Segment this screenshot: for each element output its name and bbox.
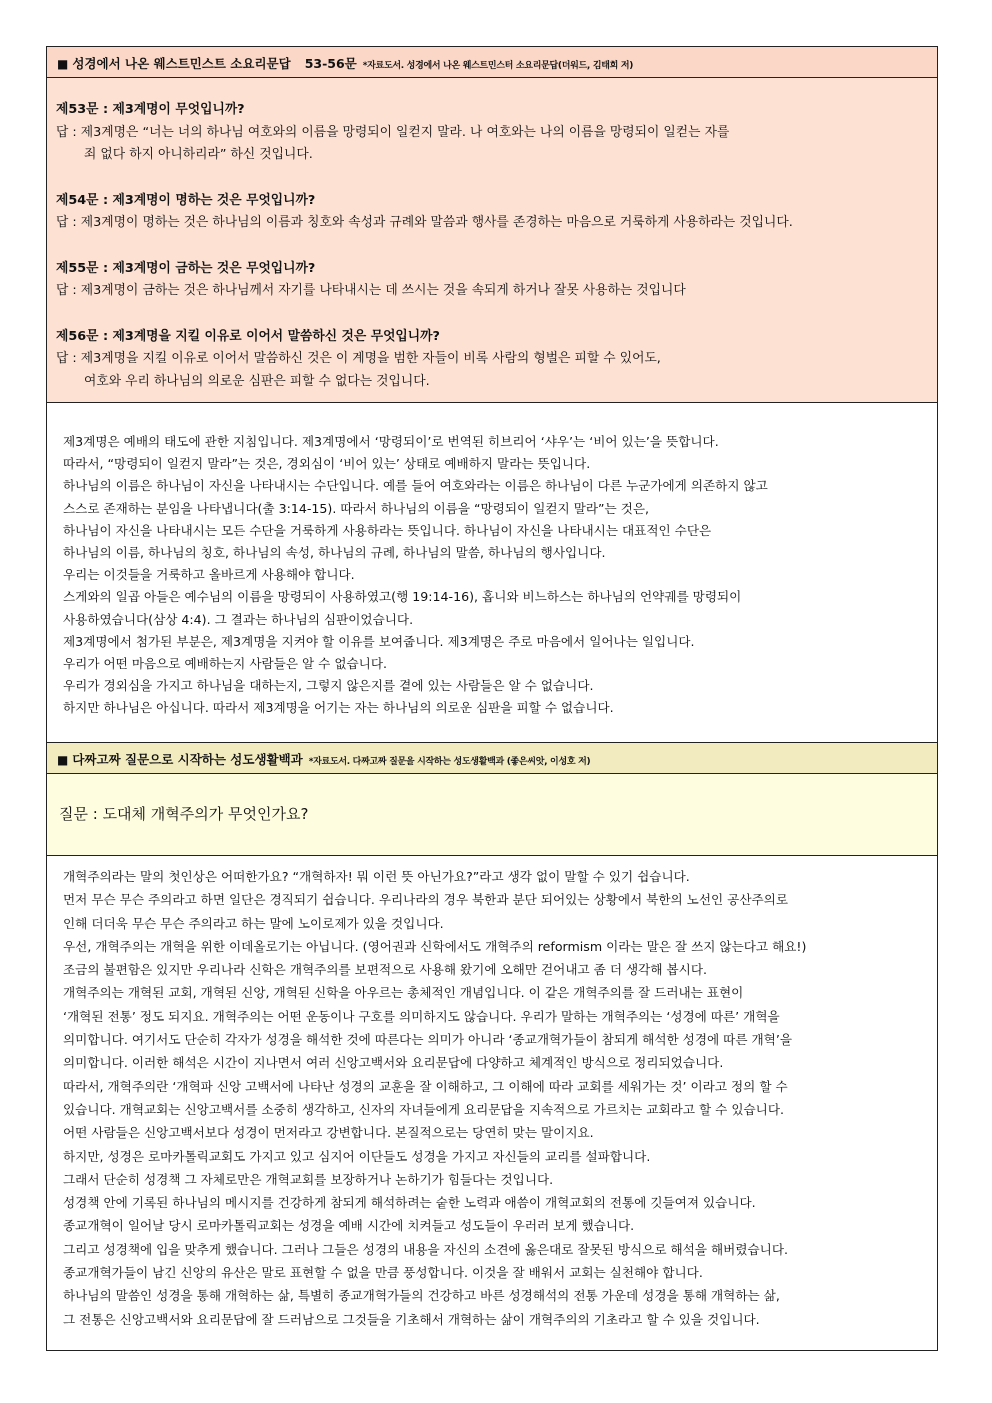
explanation-line: 그래서 단순히 성경책 그 자체로만은 개혁교회를 보장하거나 논하기가 힘들다는 것입니다. xyxy=(63,1171,554,1187)
qa-list xyxy=(56,99,927,416)
bulletin-page xyxy=(46,46,938,1351)
explanation-line: 하나님의 이름은 하나님이 자신을 나타내시는 수단입니다. 예를 들어 여호와라는 이름은 하나님이 다른 누군가에게 의존하지 않고 xyxy=(63,478,768,494)
explanation-line: 개혁주의는 개혁된 교회, 개혁된 신앙, 개혁된 신학을 아우르는 총체적인 개념입니다. 이 같은 개혁주의를 잘 드러내는 표현이 xyxy=(63,985,744,1001)
explanation-line: 하지만, 성경은 로마카톨릭교회도 가지고 있고 심지어 이단들도 성경을 가지고 자신들의 교리를 설파합니다. xyxy=(63,1148,651,1164)
explanation-line: 개혁주의라는 말의 첫인상은 어떠한가요? “개혁하자! 뭐 이런 뜻 아닌가요?”라고 생각 없이 말할 수 있기 쉽습니다. xyxy=(63,869,690,884)
question-56: 제56문 : 제3계명을 지킬 이유로 이어서 말씀하신 것은 무엇입니까? xyxy=(56,328,440,344)
explanation-line: 성경책 안에 기록된 하나님의 메시지를 건강하게 참되게 해석하려는 숱한 노력과 애씀이 개혁교회의 전통에 깃들여져 있습니다. xyxy=(63,1195,756,1211)
encyclopedia-title: 다짜고짜 질문으로 시작하는 성도생활백과 xyxy=(72,752,303,767)
explanation-line: 의미합니다. 이러한 해석은 시간이 지나면서 여러 신앙고백서와 요리문답에 다양하고 체계적인 방식으로 정리되었습니다. xyxy=(63,1055,724,1071)
answer-53-line-2: 죄 없다 하지 아니하리라” 하신 것입니다. xyxy=(84,147,313,162)
catechism-source: *자료도서. 성경에서 나온 웨스트민스터 소요리문답(더워드, 김태희 저) xyxy=(362,61,634,71)
explanation-line: 인해 더더욱 무슨 무슨 주의라고 하는 말에 노이로제가 있을 것입니다. xyxy=(63,915,444,931)
explanation-line: 제3계명에서 첨가된 부분은, 제3계명을 지켜야 할 이유를 보여줍니다. 제3계명은 주로 마음에서 일어나는 일입니다. xyxy=(63,633,695,649)
explanation-line: 하지만 하나님은 아십니다. 따라서 제3계명을 어기는 자는 하나님의 의로운 심판을 피할 수 없습니다. xyxy=(63,700,614,716)
explanation-line: 조금의 불편함은 있지만 우리나라 신학은 개혁주의를 보편적으로 사용해 왔기에 오해만 걷어내고 좀 더 생각해 봅시다. xyxy=(63,962,707,978)
explanation-line: 종교개혁가들이 남긴 신앙의 유산은 말로 표현할 수 없을 만큼 풍성합니다. 이것을 잘 배워서 교회는 실천해야 합니다. xyxy=(63,1265,703,1281)
catechism-title: 성경에서 나온 웨스트민스트 소요리문답 xyxy=(72,56,291,71)
encyclopedia-source: *자료도서. 다짜고짜 질문을 시작하는 성도생활백과 (좋은씨앗, 이성호 저) xyxy=(308,757,591,767)
explanation-line: 의미합니다. 여기서도 단순히 각자가 성경을 해석한 것에 따른다는 의미가 아니라 ‘종교개혁가들이 참되게 해석한 성경에 따른 개혁’을 xyxy=(63,1032,792,1048)
explanation-line: 그리고 성경책에 입을 맞추게 했습니다. 그러나 그들은 성경의 내용을 자신의 소견에 옳은대로 잘못된 방식으로 해석을 해버렸습니다. xyxy=(63,1241,788,1257)
qa-item-55 xyxy=(56,258,927,303)
encyclopedia-header-text xyxy=(57,750,590,768)
explanation-line: 우선, 개혁주의는 개혁을 위한 이데올로기는 아닙니다. (영어권과 신학에서도 개혁주의 reformism 이라는 말은 잘 쓰지 않는다고 해요!) xyxy=(63,938,807,954)
explanation-line: 먼저 무슨 무슨 주의라고 하면 일단은 경직되기 쉽습니다. 우리나라의 경우 북한과 분단 되어있는 상황에서 북한의 노선인 공산주의로 xyxy=(63,892,788,908)
explanation-line: 어떤 사람들은 신앙고백서보다 성경이 먼저라고 강변합니다. 본질적으로는 당연히 맞는 말이지요. xyxy=(63,1125,594,1141)
catechism-header xyxy=(47,47,937,78)
explanation-line: 우리가 어떤 마음으로 예배하는지 사람들은 알 수 없습니다. xyxy=(63,656,387,672)
explanation-line: 그 전통은 신앙고백서와 요리문답에 잘 드러남으로 그것들을 기초해서 개혁하는 삶이 개혁주의의 기초라고 할 수 있을 것입니다. xyxy=(63,1311,760,1327)
explanation-line: 종교개혁이 일어날 당시 로마카톨릭교회는 성경을 예배 시간에 치켜들고 성도들이 우러러 보게 했습니다. xyxy=(63,1218,635,1234)
explanation-line: 있습니다. 개혁교회는 신앙고백서를 소중히 생각하고, 신자의 자녀들에게 요리문답을 지속적으로 가르치는 교회라고 할 수 있습니다. xyxy=(63,1101,784,1117)
explanation-line: 제3계명은 예배의 태도에 관한 지침입니다. 제3계명에서 ‘망령되이’로 번역된 히브리어 ‘샤우’는 ‘비어 있는’을 뜻합니다. xyxy=(63,434,719,449)
square-bullet-icon: ■ xyxy=(57,753,69,767)
catechism-range: 53-56문 xyxy=(304,56,357,71)
question-text: 질문 : 도대체 개혁주의가 무엇인가요? xyxy=(59,805,309,823)
explanation-line: 스스로 존재하는 분임을 나타냅니다(출 3:14-15). 따라서 하나님의 이름을 “망령되이 일컫지 말라”는 것은, xyxy=(63,500,650,516)
question-54: 제54문 : 제3계명이 명하는 것은 무엇입니까? xyxy=(56,192,316,208)
square-bullet-icon: ■ xyxy=(57,57,69,71)
answer-55-line-1: 답 : 제3계명이 금하는 것은 하나님께서 자기를 나타내시는 데 쓰시는 것을 속되게 하거나 잘못 사용하는 것입니다 xyxy=(56,283,686,298)
encyclopedia-header xyxy=(47,743,937,774)
encyclopedia-question xyxy=(47,774,937,856)
qa-item-53 xyxy=(56,99,927,167)
explanation-line: 우리는 이것들을 거룩하고 올바르게 사용해야 합니다. xyxy=(63,567,355,583)
explanation-line: 스게와의 일곱 아들은 예수님의 이름을 망령되이 사용하였고(행 19:14-16), 홉니와 비느하스는 하나님의 언약궤를 망령되이 xyxy=(63,589,742,605)
answer-53-line-1: 답 : 제3계명은 “너는 너의 하나님 여호와의 이름을 망령되이 일컫지 말라. 나 여호와는 나의 이름을 망령되이 일컫는 자를 xyxy=(56,124,730,140)
catechism-explanation-text xyxy=(63,431,925,720)
explanation-line: 하나님의 이름, 하나님의 칭호, 하나님의 속성, 하나님의 규례, 하나님의 말씀, 하나님의 행사입니다. xyxy=(63,545,606,561)
explanation-line: 사용하였습니다(삼상 4:4). 그 결과는 하나님의 심판이었습니다. xyxy=(63,611,414,627)
catechism-explanation xyxy=(47,403,937,743)
explanation-line: 따라서, “망령되이 일컫지 말라”는 것은, 경외심이 ‘비어 있는’ 상태로 예배하지 말라는 뜻입니다. xyxy=(63,456,591,472)
answer-56-line-1: 답 : 제3계명을 지킬 이유로 이어서 말씀하신 것은 이 계명을 범한 자들이 비록 사람의 형벌은 피할 수 있어도, xyxy=(56,351,661,366)
qa-item-56 xyxy=(56,326,927,394)
question-53: 제53문 : 제3계명이 무엇입니까? xyxy=(56,102,245,117)
catechism-header-text xyxy=(57,54,633,72)
explanation-line: ‘개혁된 전통’ 정도 되지요. 개혁주의는 어떤 운동이나 구호를 의미하지도 않습니다. 우리가 말하는 개혁주의는 ‘성경에 따른’ 개혁을 xyxy=(63,1008,780,1024)
explanation-line: 하나님이 자신을 나타내시는 모든 수단을 거룩하게 사용하라는 뜻입니다. 하나님이 자신을 나타내시는 대표적인 수단은 xyxy=(63,522,712,538)
explanation-line: 우리가 경외심을 가지고 하나님을 대하는지, 그렇지 않은지를 곁에 있는 사람들은 알 수 없습니다. xyxy=(63,678,594,694)
explanation-line: 하나님의 말씀인 성경을 통해 개혁하는 삶, 특별히 종교개혁가들의 건강하고 바른 성경해석의 전통 가운데 성경을 통해 개혁하는 삶, xyxy=(63,1288,780,1304)
catechism-qa xyxy=(47,78,937,403)
answer-56-line-2: 여호와 우리 하나님의 의로운 심판은 피할 수 없다는 것입니다. xyxy=(84,373,430,389)
explanation-line: 따라서, 개혁주의란 ‘개혁파 신앙 고백서에 나타난 성경의 교훈을 잘 이해하고, 그 이해에 따라 교회를 세워가는 것’ 이라고 정의 할 수 xyxy=(63,1078,788,1094)
question-55: 제55문 : 제3계명이 금하는 것은 무엇입니까? xyxy=(56,260,316,276)
encyclopedia-explanation xyxy=(47,856,937,1350)
qa-item-54 xyxy=(56,190,927,235)
encyclopedia-explanation-text xyxy=(63,865,925,1331)
answer-54-line-1: 답 : 제3계명이 명하는 것은 하나님의 이름과 칭호와 속성과 규례와 말씀과 행사를 존경하는 마음으로 거룩하게 사용하라는 것입니다. xyxy=(56,215,793,230)
